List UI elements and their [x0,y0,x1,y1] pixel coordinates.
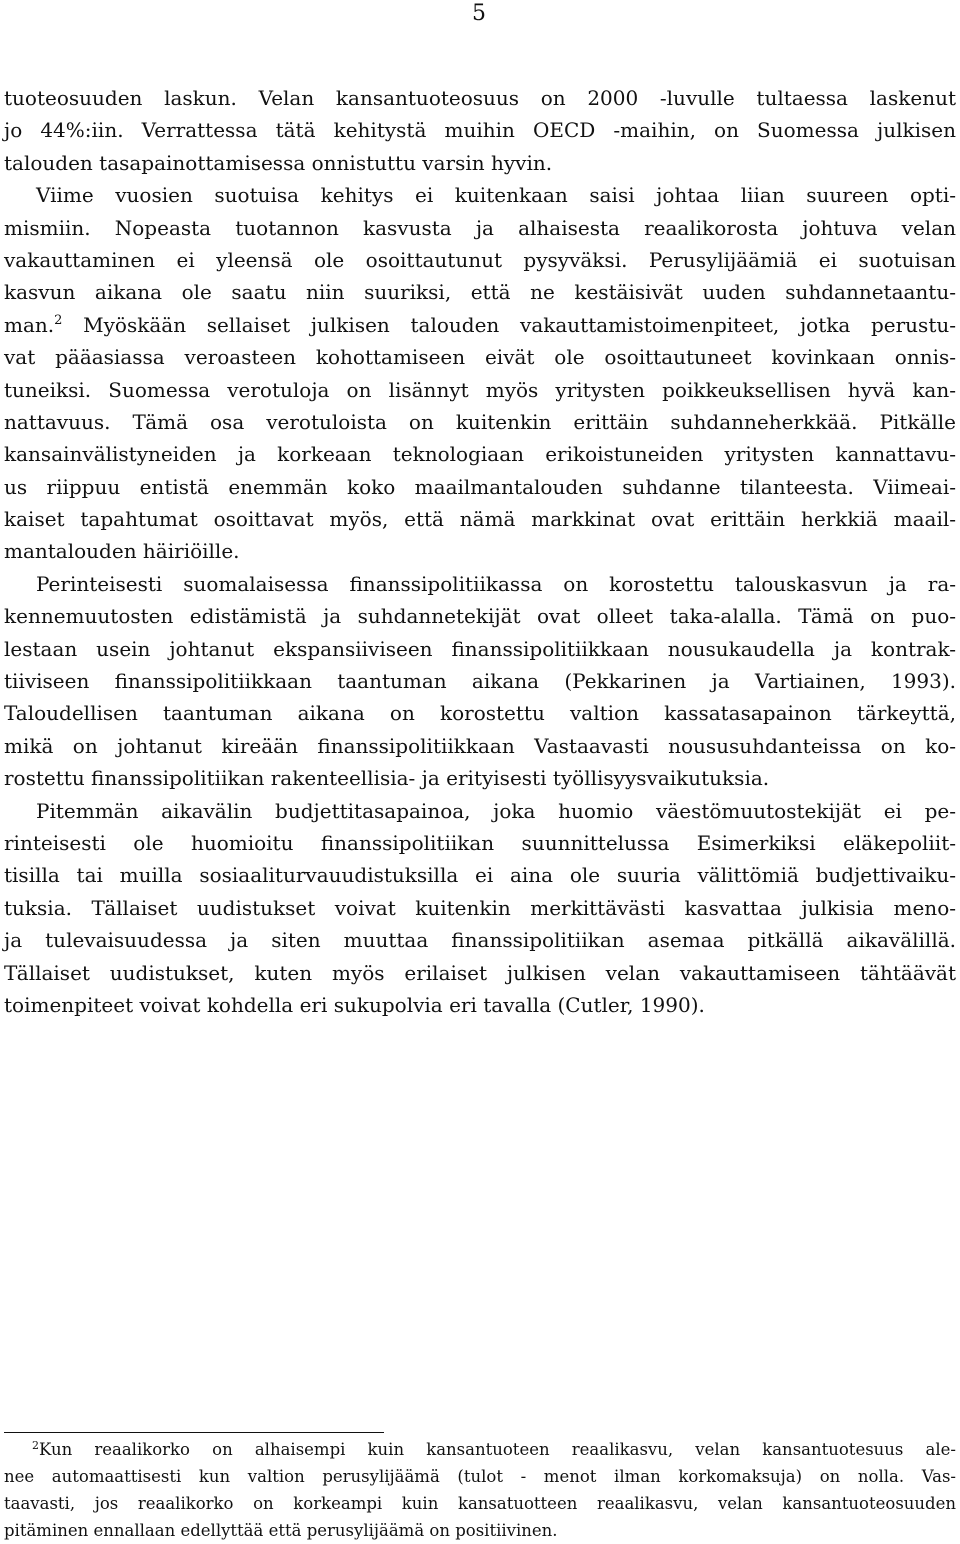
text-line: tuoteosuuden laskun. Velan kansantuoteosuus on 2000 -luvulle tultaessa laskenut [4,86,956,110]
text-line: us riippuu entistä enemmän koko maailmantalouden suhdanne tilanteesta. Viimeai- [4,474,956,499]
footnote-line [4,1436,956,1463]
text-line: Pitemmän aikavälin budjettitasapainoa, joka huomio väestömuutostekijät ei pe- [36,798,956,823]
footnote-line: nee automaattisesti kun valtion perusylijäämä (tulot - menot ilman korkomaksuja) on nolla. Vas- [4,1467,956,1486]
text-line: kennemuutosten edistämistä ja suhdannetekijät ovat olleet taka-alalla. Tämä on puo- [4,604,956,629]
text-line-with-footnote [4,309,956,341]
text-line: kaiset tapahtumat osoittavat myös, että nämä markkinat ovat erittäin herkkiä maail- [4,507,956,532]
footnote-line: taavasti, jos reaalikorko on korkeampi kuin kansatuotteen reaalikasvu, velan kansantuoteosuuden [4,1494,956,1513]
footnote-divider [4,1432,384,1433]
text-line: nattavuus. Tämä osa verotuloista on kuitenkin erittäin suhdanneherkkää. Pitkälle [4,409,956,434]
text-line: kansainvälistyneiden ja korkeaan teknologiaan erikoistuneiden yritysten kannattavu- [4,442,956,467]
text-line: vakauttaminen ei yleensä ole osoittautunut pysyväksi. Perusylijäämiä ei suotuisan [4,247,956,272]
text-line: mikä on johtanut kireään finanssipolitiikkaan Vastaavasti noususuhdanteissa on ko- [4,733,956,758]
line-rest: Myöskään sellaiset julkisen talouden vakauttamistoimenpiteet, jotka perustu- [83,312,956,337]
text-line: Viime vuosien suotuisa kehitys ei kuitenkaan saisi johtaa liian suureen opti- [36,183,956,208]
page-number: 5 [472,1,486,26]
text-line: tuneiksi. Suomessa verotuloja on lisännyt myös yritysten poikkeuksellisen hyvä kan- [4,377,956,402]
text-line: rinteisesti ole huomioitu finanssipolitiikan suunnittelussa Esimerkiksi eläkepoliit- [4,830,956,855]
body-text [4,82,956,1021]
footnote-text: Kun reaalikorko on alhaisempi kuin kansantuoteen reaalikasvu, velan kansantuotesuus ale- [39,1440,956,1459]
text-line: jo 44%:iin. Verrattessa tätä kehitystä muihin OECD -maihin, on Suomessa julkisen [4,118,956,143]
text-line: mismiin. Nopeasta tuotannon kasvusta ja alhaisesta reaalikorosta johtuva velan [4,215,956,240]
text-line: vat pääasiassa veroasteen kohottamiseen eivät ole osoittautuneet kovinkaan onnis- [4,345,956,370]
text-line: kasvun aikana ole saatu niin suuriksi, että ne kestäisivät uuden suhdannetaantu- [4,280,956,305]
text-line: tisilla tai muilla sosiaaliturvauudistuksilla ei aina ole suuria välittömiä budjettivaiku- [4,863,956,888]
text-line: rostettu finanssipolitiikan rakenteellisia- ja erityisesti työllisyysvaikutuksia. [4,766,770,791]
text-line: ja tulevaisuudessa ja siten muuttaa finanssipolitiikan asemaa pitkällä aikavälillä. [4,928,956,953]
text-line: Tällaiset uudistukset, kuten myös erilaiset julkisen velan vakauttamiseen tähtäävät [4,960,956,985]
footnote-line: pitäminen ennallaan edellyttää että perusylijäämä on positiivinen. [4,1521,558,1540]
text-line: lestaan usein johtanut ekspansiiviseen finanssipolitiikkaan nousukaudella ja kontrak- [4,636,956,661]
line-prefix: man. [4,312,55,337]
footnote-marker: 2 [32,1439,39,1452]
text-line: tiiviseen finanssipolitiikkaan taantuman aikana (Pekkarinen ja Vartiainen, 1993). [4,669,956,694]
footnote [4,1436,956,1544]
text-line: tuksia. Tällaiset uudistukset voivat kuitenkin merkittävästi kasvattaa julkisia meno- [4,895,956,920]
text-line: Taloudellisen taantuman aikana on korostettu valtion kassatasapainon tärkeyttä, [4,701,956,726]
text-line: toimenpiteet voivat kohdella eri sukupolvia eri tavalla (Cutler, 1990). [4,992,705,1017]
text-line: talouden tasapainottamisessa onnistuttu varsin hyvin. [4,150,553,175]
text-line: mantalouden häiriöille. [4,539,240,564]
text-line: Perinteisesti suomalaisessa finanssipolitiikassa on korostettu talouskasvun ja ra- [36,571,956,596]
footnote-reference[interactable]: 2 [54,312,63,328]
